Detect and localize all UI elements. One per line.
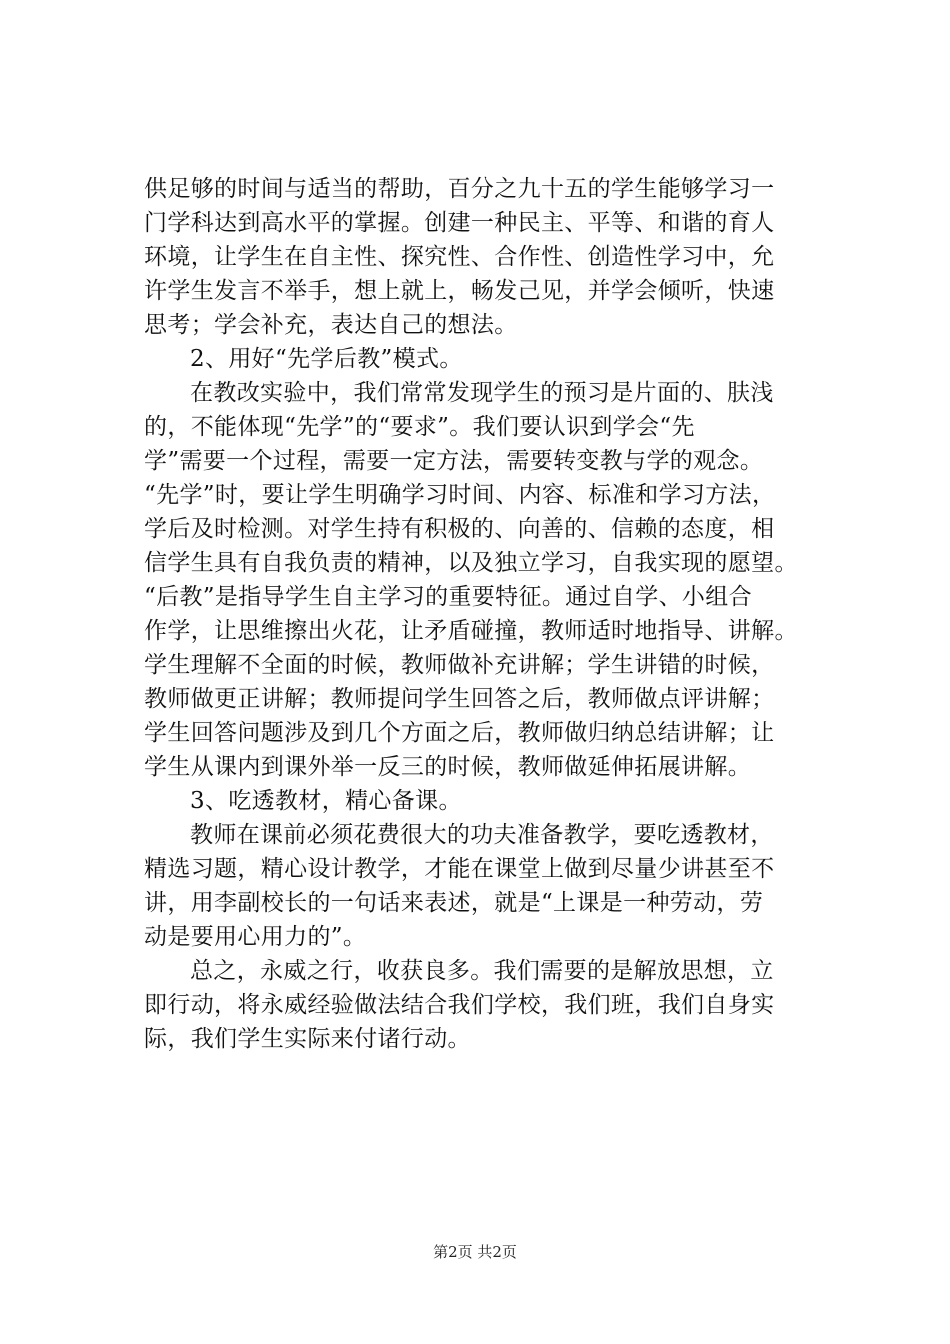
text-line: 学生回答问题涉及到几个方面之后，教师做归纳总结讲解；让 — [144, 720, 775, 746]
text-line: 动是要用心用力的”。 — [144, 924, 367, 950]
text-line: 许学生发言不举手，想上就上，畅发己见，并学会倾听，快速 — [144, 278, 775, 304]
text-line: 教师做更正讲解；教师提问学生回答之后，教师做点评讲解； — [144, 686, 775, 712]
text-line: 教师在课前必须花费很大的功夫准备教学，要吃透教材， — [190, 822, 774, 848]
page-footer: 第2页 共2页 — [433, 1243, 517, 1261]
text-line: 供足够的时间与适当的帮助，百分之九十五的学生能够学习一 — [144, 176, 775, 202]
text-line: 的，不能体现“先学”的“要求”。我们要认识到学会“先 — [144, 414, 695, 440]
text-line: 学后及时检测。对学生持有积极的、向善的、信赖的态度，相 — [144, 516, 775, 542]
text-line: 讲，用李副校长的一句话来表述，就是“上课是一种劳动，劳 — [144, 890, 764, 916]
text-line: 学”需要一个过程，需要一定方法，需要转变教与学的观念。 — [144, 448, 764, 474]
text-line: 环境，让学生在自主性、探究性、合作性、创造性学习中，允 — [144, 244, 775, 270]
text-line: 门学科达到高水平的掌握。创建一种民主、平等、和谐的育人 — [144, 210, 775, 236]
text-line: 在教改实验中，我们常常发现学生的预习是片面的、肤浅 — [190, 380, 774, 406]
document-body — [144, 172, 834, 1056]
text-line: 学生从课内到课外举一反三的时候，教师做延伸拓展讲解。 — [144, 754, 752, 780]
text-line: 信学生具有自我负责的精神，以及独立学习，自我实现的愿望。 — [144, 550, 798, 576]
text-line: 即行动，将永威经验做法结合我们学校，我们班，我们自身实 — [144, 992, 775, 1018]
text-line: 学生理解不全面的时候，教师做补充讲解；学生讲错的时候， — [144, 652, 775, 678]
text-line: 3、吃透教材，精心备课。 — [190, 788, 462, 814]
text-line: “先学”时，要让学生明确学习时间、内容、标准和学习方法， — [144, 482, 776, 508]
text-line: 2、用好“先学后教”模式。 — [190, 346, 463, 372]
text-line: 总之，永威之行，收获良多。我们需要的是解放思想，立 — [190, 958, 774, 984]
text-line: 际，我们学生实际来付诸行动。 — [144, 1026, 471, 1052]
text-line: 作学，让思维擦出火花，让矛盾碰撞，教师适时地指导、讲解。 — [144, 618, 798, 644]
text-line: 精选习题，精心设计教学，才能在课堂上做到尽量少讲甚至不 — [144, 856, 775, 882]
text-line: “后教”是指导学生自主学习的重要特征。通过自学、小组合 — [144, 584, 752, 610]
text-line: 思考；学会补充，表达自己的想法。 — [144, 312, 518, 338]
